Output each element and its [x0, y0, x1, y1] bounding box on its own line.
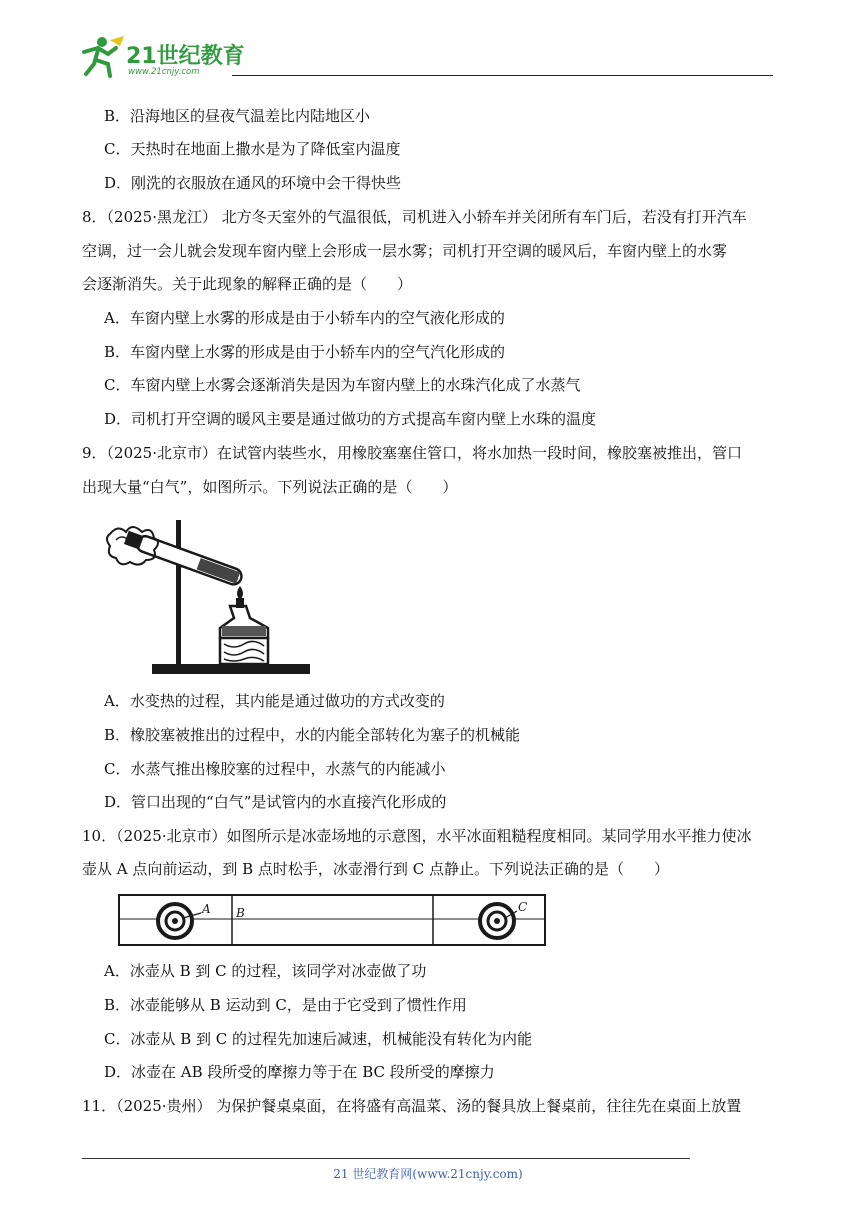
option-9c: C．水蒸气推出橡胶塞的过程中，水蒸气的内能减小 [104, 760, 446, 778]
point-c-label: C [518, 900, 528, 914]
page-footer [0, 1165, 860, 1182]
point-a-label: A [202, 902, 211, 916]
option-9b: B．橡胶塞被推出的过程中，水的内能全部转化为塞子的机械能 [104, 726, 521, 744]
option-9a: A．水变热的过程，其内能是通过做功的方式改变的 [104, 692, 445, 710]
runner-icon [84, 36, 124, 76]
question-10-line-2: 壶从 A 点向前运动，到 B 点时松手，冰壶滑行到 C 点静止。下列说法正确的是（ ） [82, 860, 669, 878]
option-7b: B．沿海地区的昼夜气温差比内陆地区小 [104, 107, 371, 125]
question-10-line-1: 10．（2025·北京市）如图所示是冰壶场地的示意图，水平冰面粗糙程度相同。某同学用水平推力使冰 [82, 827, 752, 845]
footer-rule [82, 1158, 690, 1159]
option-9d: D．管口出现的“白气”是试管内的水直接汽化形成的 [104, 793, 447, 811]
option-10d: D．冰壶在 AB 段所受的摩擦力等于在 BC 段所受的摩擦力 [104, 1063, 495, 1081]
option-7c: C．天热时在地面上撒水是为了降低室内温度 [104, 140, 401, 158]
logo-title: 21世纪教育 [126, 44, 245, 69]
option-7d: D．刚洗的衣服放在通风的环境中会干得快些 [104, 174, 402, 192]
option-10a: A．冰壶从 B 到 C 的过程，该同学对冰壶做了功 [104, 962, 427, 980]
question-8-line-1: 8．（2025·黑龙江） 北方冬天室外的气温很低，司机进入小轿车并关闭所有车门后，若没有打开汽车 [82, 208, 747, 226]
option-8b: B．车窗内壁上水雾的形成是由于小轿车内的空气汽化形成的 [104, 343, 506, 361]
option-8c: C．车窗内壁上水雾会逐渐消失是因为车窗内壁上的水珠汽化成了水蒸气 [104, 376, 581, 394]
question-9-line-2: 出现大量“白气”，如图所示。下列说法正确的是（ ） [82, 478, 458, 496]
curling-stone-c [480, 904, 514, 938]
option-8a: A．车窗内壁上水雾的形成是由于小轿车内的空气液化形成的 [104, 309, 505, 327]
curling-rink-figure [117, 893, 547, 949]
question-8-line-3: 会逐渐消失。关于此现象的解释正确的是（ ） [82, 275, 413, 293]
header-rule [232, 75, 773, 76]
question-11-line-1: 11．（2025·贵州） 为保护餐桌桌面，在将盛有高温菜、汤的餐具放上餐桌前，往往先在桌面上放置 [82, 1097, 742, 1115]
logo-url: www.21cnjy.com [128, 67, 200, 77]
point-b-label: B [236, 906, 245, 920]
footer-text[interactable]: 21 世纪教育网(www.21cnjy.com) [333, 1167, 523, 1181]
question-9-line-1: 9．（2025·北京市）在试管内装些水，用橡胶塞塞住管口，将水加热一段时间，橡胶塞被推出，管口 [82, 444, 742, 462]
curling-stone-a [158, 904, 192, 938]
option-10c: C．冰壶从 B 到 C 的过程先加速后减速，机械能没有转化为内能 [104, 1030, 533, 1048]
question-8-line-2: 空调，过一会儿就会发现车窗内壁上会形成一层水雾；司机打开空调的暖风后，车窗内壁上的水雾 [82, 242, 728, 260]
site-logo [80, 34, 260, 78]
option-8d: D．司机打开空调的暖风主要是通过做功的方式提高车窗内壁上水珠的温度 [104, 410, 597, 428]
option-10b: B．冰壶能够从 B 运动到 C，是由于它受到了惯性作用 [104, 996, 467, 1014]
test-tube-apparatus-figure [104, 514, 310, 678]
page-header [0, 0, 860, 80]
